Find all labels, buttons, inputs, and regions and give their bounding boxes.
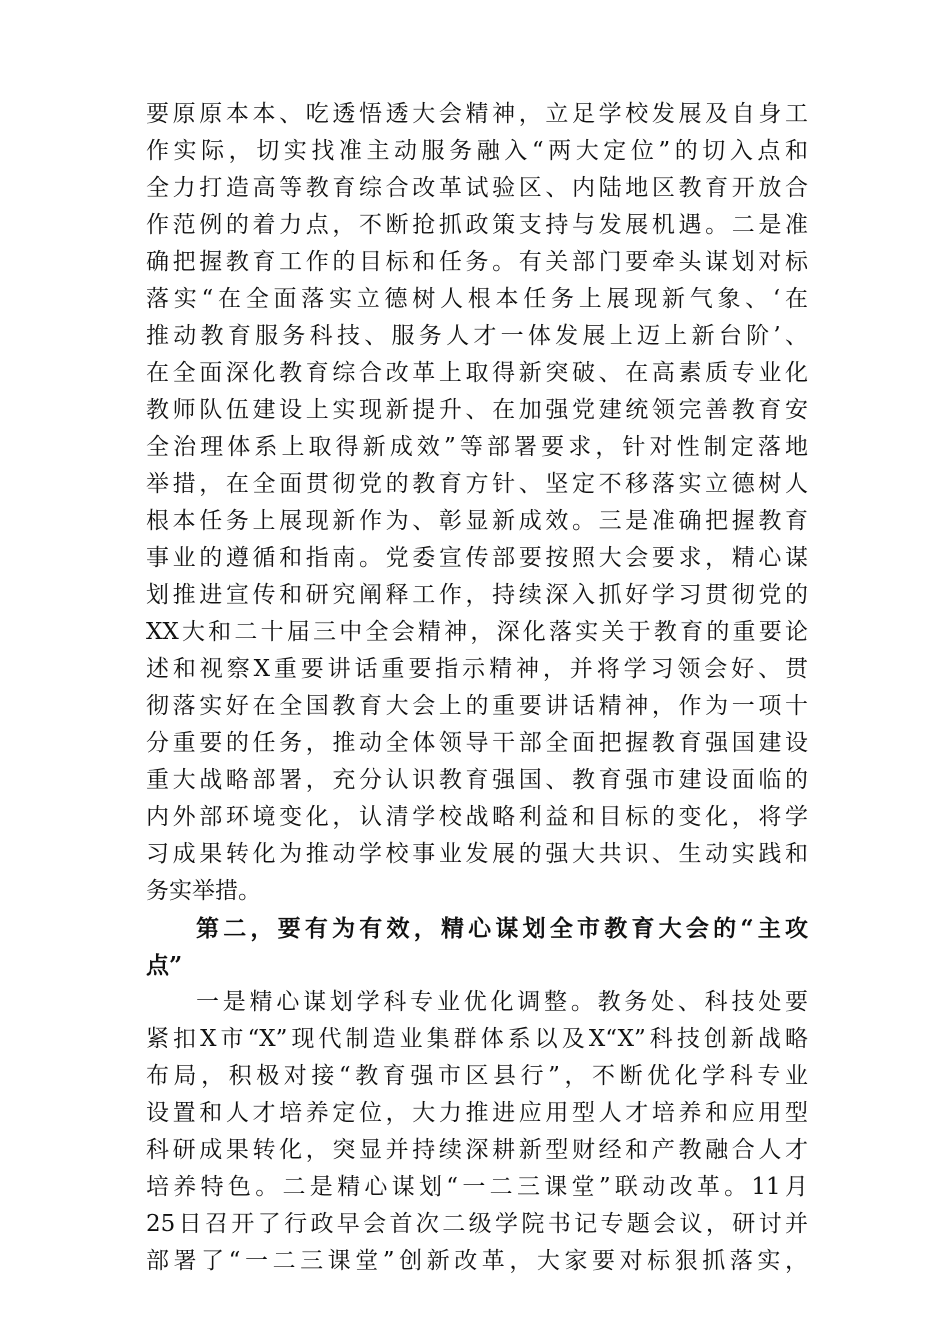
text-line: 推动教育服务科技、服务人才一体发展上迈上新台阶’、 <box>146 323 808 349</box>
text-line: 全力打造高等教育综合改革试验区、内陆地区教育开放合 <box>146 175 808 201</box>
body-paragraph <box>146 984 808 1280</box>
heading-line: 点” <box>146 952 183 979</box>
text-line: 要原原本本、吃透悟透大会精神，立足学校发展及自身工 <box>146 101 808 127</box>
text-line: 作范例的着力点，不断抢抓政策支持与发展机遇。二是准 <box>146 212 808 238</box>
body-paragraph <box>146 96 808 910</box>
heading-line: 第二，要有为有效，精心谋划全市教育大会的“主攻 <box>196 915 808 942</box>
text-line: 举措，在全面贯彻党的教育方针、坚定不移落实立德树人 <box>146 471 808 497</box>
text-line: 全治理体系上取得新成效”等部署要求，针对性制定落地 <box>146 434 808 460</box>
text-line: 内外部环境变化，认清学校战略利益和目标的变化，将学 <box>146 804 808 830</box>
text-line: 落实“在全面落实立德树人根本任务上展现新气象、‘在 <box>146 286 808 312</box>
text-line: 务实举措。 <box>146 878 261 904</box>
text-line: 在全面深化教育综合改革上取得新突破、在高素质专业化 <box>146 360 808 386</box>
section-heading <box>146 910 808 984</box>
text-line: 部署了“一二三课堂”创新改革，大家要对标狠抓落实， <box>146 1248 808 1274</box>
text-line: 作实际，切实找准主动服务融入“两大定位”的切入点和 <box>146 138 808 164</box>
text-line: 科研成果转化，突显并持续深耕新型财经和产教融合人才 <box>146 1137 808 1163</box>
text-line: 重大战略部署，充分认识教育强国、教育强市建设面临的 <box>146 767 808 793</box>
text-line: 分重要的任务，推动全体领导干部全面把握教育强国建设 <box>146 730 808 756</box>
text-line: 布局，积极对接“教育强市区县行”，不断优化学科专业 <box>146 1063 808 1089</box>
text-line: 教师队伍建设上实现新提升、在加强党建统领完善教育安 <box>146 397 808 423</box>
text-line: 设置和人才培养定位，大力推进应用型人才培养和应用型 <box>146 1100 808 1126</box>
text-line: 25日召开了行政早会首次二级学院书记专题会议，研讨并 <box>146 1211 808 1237</box>
text-line: XX大和二十届三中全会精神，深化落实关于教育的重要论 <box>146 619 808 645</box>
document-body <box>146 96 808 1280</box>
text-line: 述和视察X重要讲话重要指示精神，并将学习领会好、贯 <box>146 656 808 682</box>
text-line: 划推进宣传和研究阐释工作，持续深入抓好学习贯彻党的 <box>146 582 808 608</box>
text-line: 事业的遵循和指南。党委宣传部要按照大会要求，精心谋 <box>146 545 808 571</box>
text-line: 习成果转化为推动学校事业发展的强大共识、生动实践和 <box>146 841 808 867</box>
text-line: 根本任务上展现新作为、彰显新成效。三是准确把握教育 <box>146 508 808 534</box>
text-line: 彻落实好在全国教育大会上的重要讲话精神，作为一项十 <box>146 693 808 719</box>
text-line: 紧扣X市“X”现代制造业集群体系以及X“X”科技创新战略 <box>146 1026 808 1052</box>
text-line: 确把握教育工作的目标和任务。有关部门要牵头谋划对标 <box>146 249 808 275</box>
text-line: 一是精心谋划学科专业优化调整。教务处、科技处要 <box>196 989 808 1015</box>
text-line: 培养特色。二是精心谋划“一二三课堂”联动改革。11月 <box>146 1174 808 1200</box>
